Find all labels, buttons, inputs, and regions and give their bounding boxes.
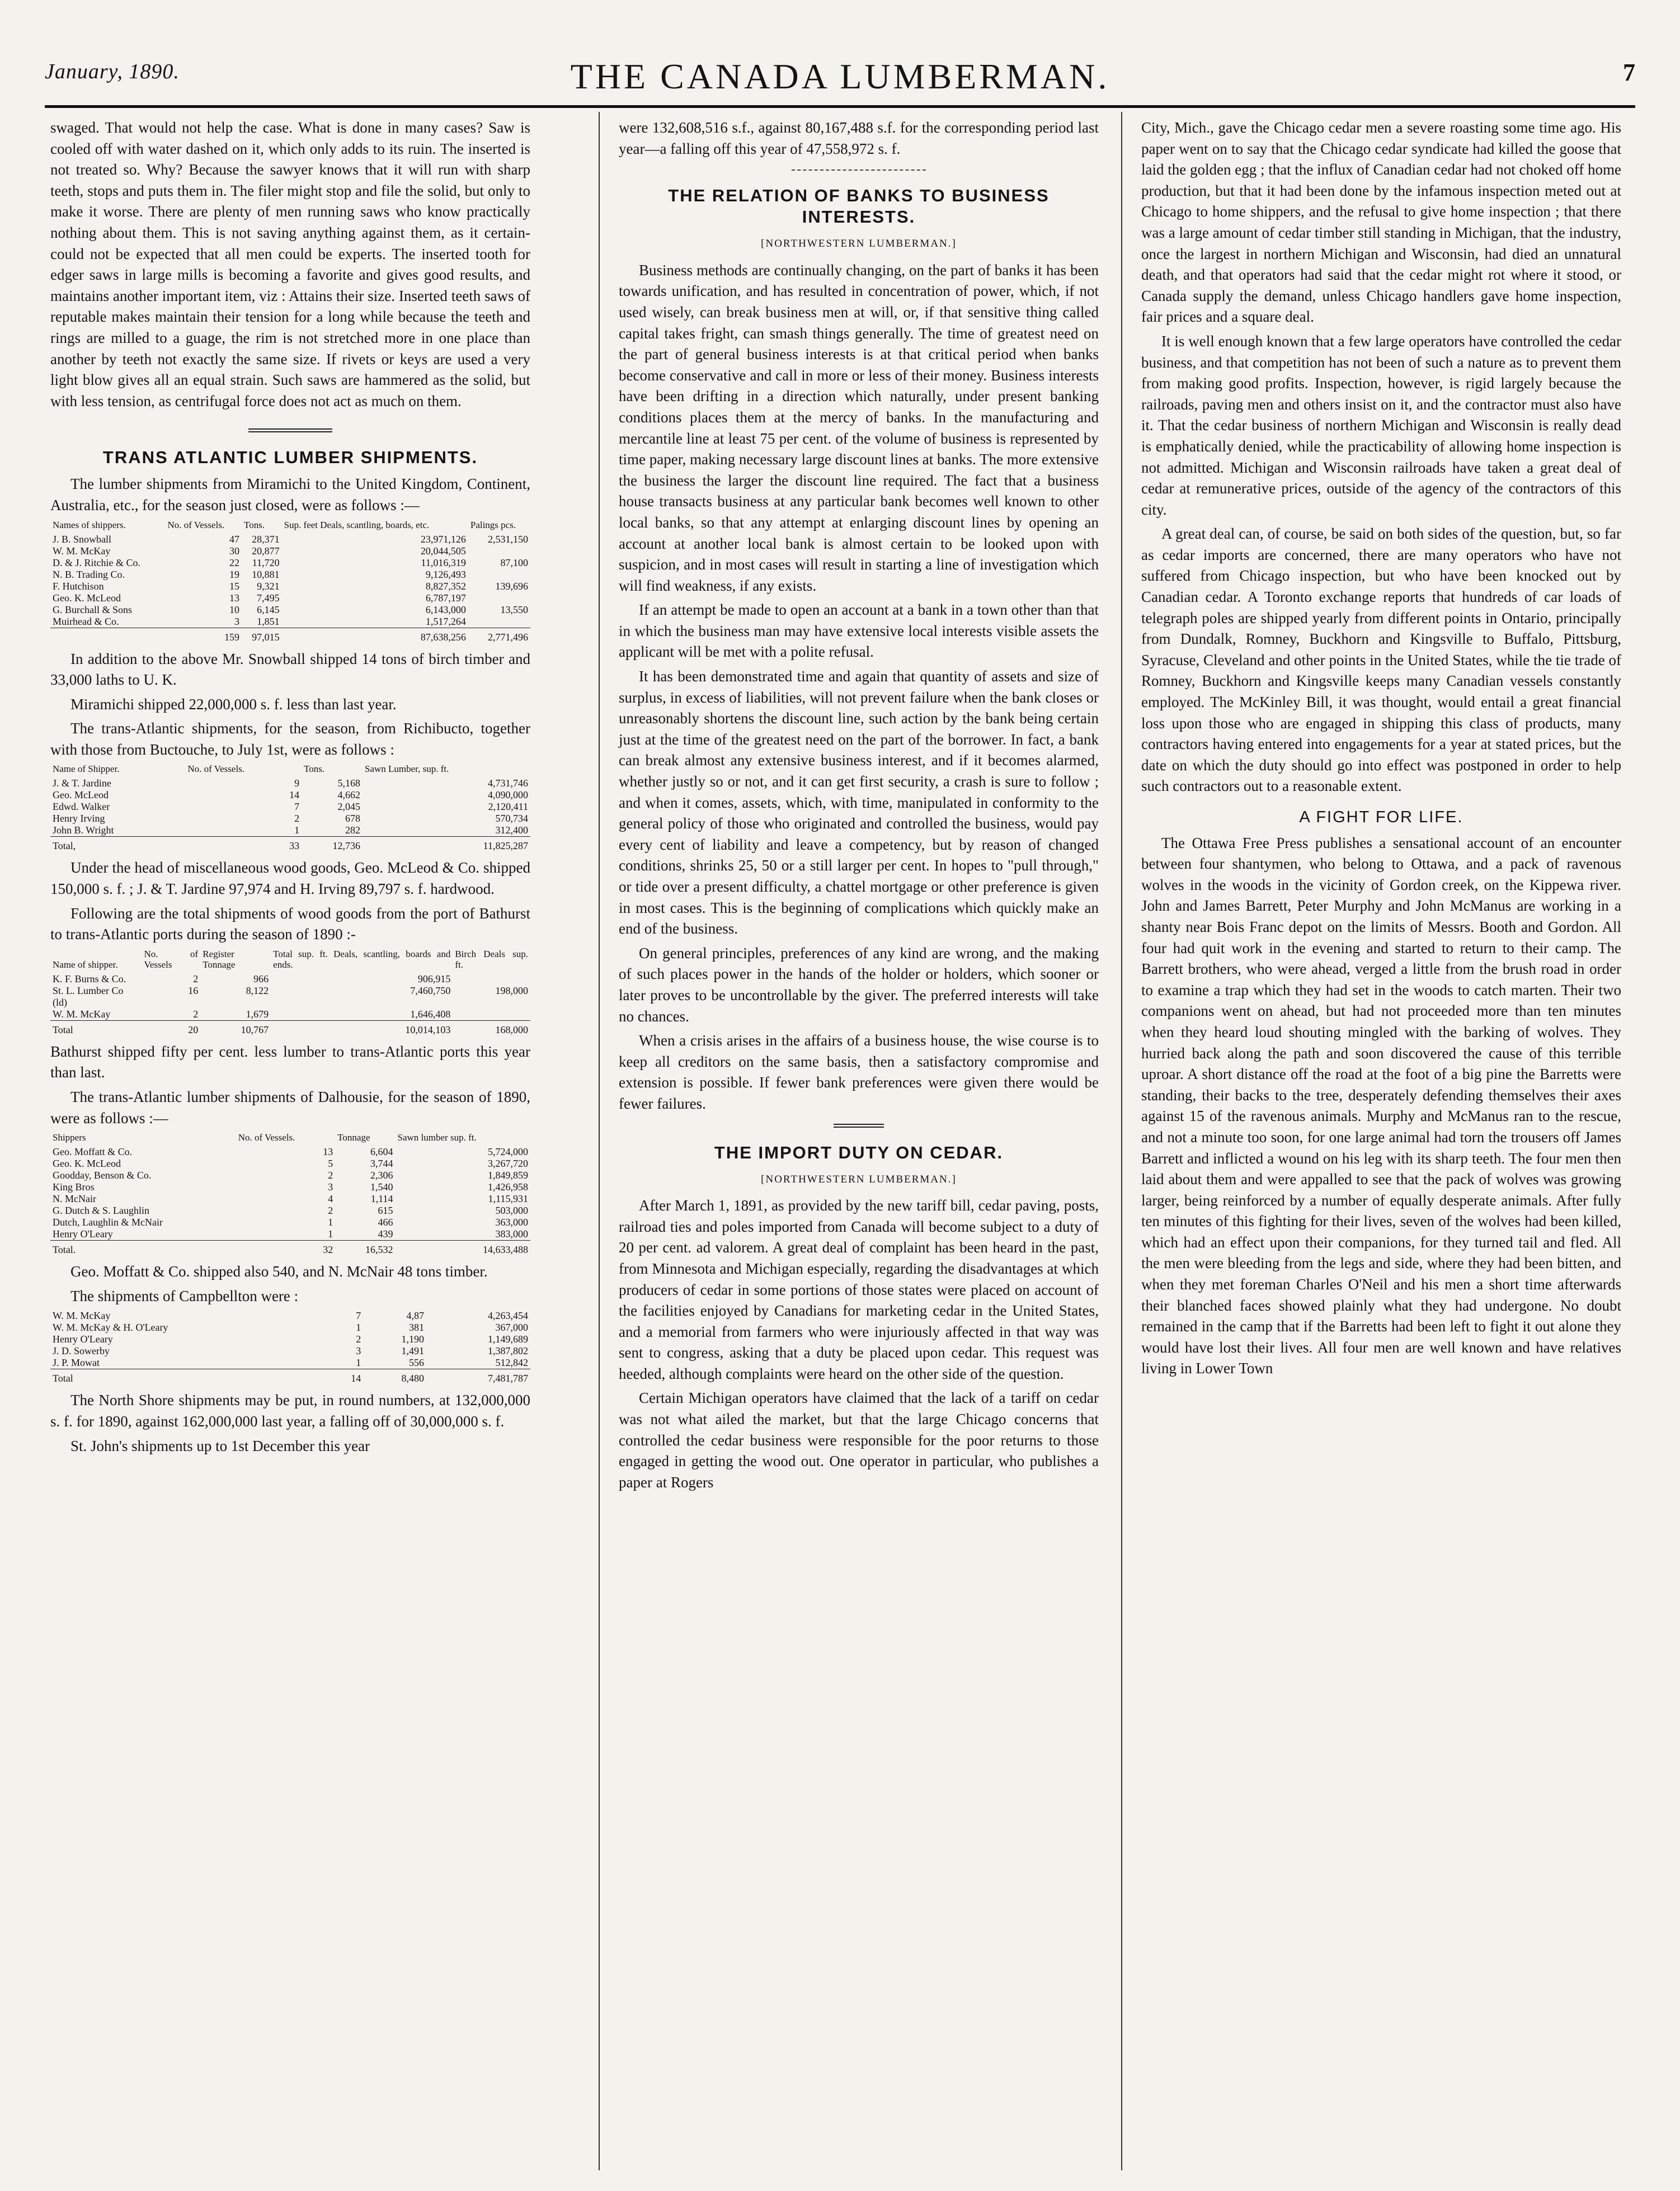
value-cell: 7,495 bbox=[257, 592, 280, 604]
value-cell: 2 bbox=[328, 1205, 333, 1217]
value-cell: 10,014,103 bbox=[271, 1020, 453, 1036]
table-row bbox=[50, 1205, 530, 1217]
shipper-name-cell: St. L. Lumber Co (ld) bbox=[53, 984, 124, 1008]
article-paragraph: The Ottawa Free Press publishes a sensational account of an encounter between four shantymen, who belong to Ottawa, and a pack of ravenous wolves in the woods in the vicinity of Gordon creek, on the Kippewa river. John and James Barrett, Peter Murphy and John McManus are working in a shanty near Bois Franc depot on the limits of Messrs. Booth and Gordon. All four had quit work in the evening and started to return to their camp. The Barrett brothers, who were ahead, verged a little from the brush road in order to examine a trap which they had set in the woods to catch marten. Their two companions went on ahead, but had not proceeded more than ten minutes when they heard loud shouting mingled with the barking of wolves. They hurried back along the path and soon discovered the cause of this terrible uproar. A short distance off the road at the foot of a big pine the Barretts were standing, their backs to the tree, desperately defending themselves their axes against 15 of the ravenous animals. Murphy and McManus ran to the rescue, and not a minute too soon, for one large animal had torn the trousers off James Barrett and inflicted a wound on his leg with its sharp teeth. The four men then laid about them and were appalled to see that the pack of wolves was growing larger, being reinforced by a number of equally desperate animals. After fully ten minutes of this fighting for their lives, seven of the wolves had been killed, which had an effect upon their companions, for they turned tail and fled. All the men were bleeding from the legs and side, where they had been bitten, and when they met foreman Charles O'Neil and his men a short time afterwards their blanched faces showed plainly what they had undergone. No doubt remained in the camp that if the Barretts had been left to fight it out alone they would have lost their lives. All four men are well known and have relatives living in Lower Town bbox=[1141, 834, 1621, 1377]
table-header: Shippers bbox=[53, 1132, 86, 1143]
shipper-name-cell: F. Hutchison bbox=[53, 580, 104, 592]
table-header: Total sup. ft. Deals, scantling, boards and ends. bbox=[273, 948, 451, 970]
value-cell: 11,825,287 bbox=[363, 837, 530, 852]
table-header: Name of shipper. bbox=[53, 959, 118, 970]
article-paragraph: were 132,608,516 s.f., against 80,167,488 s.f. for the corresponding period last year—a falling off this year of 47,558,972 s. f. bbox=[619, 119, 1099, 157]
table-header: Tons. bbox=[244, 519, 265, 530]
value-cell: 7,460,750 bbox=[410, 984, 451, 996]
article-paragraph: Miramichi shipped 22,000,000 s. f. less than last year. bbox=[70, 695, 397, 713]
shipper-name-cell: Geo. K. McLeod bbox=[53, 1158, 121, 1170]
value-cell: 10 bbox=[229, 604, 239, 615]
article-paragraph: Geo. Moffatt & Co. shipped also 540, and N. McNair 48 tons timber. bbox=[70, 1263, 488, 1280]
value-cell: 23,971,126 bbox=[420, 533, 466, 545]
table-total-row bbox=[50, 1241, 530, 1256]
value-cell: 4,731,746 bbox=[488, 778, 528, 789]
value-cell: 87,638,256 bbox=[282, 628, 468, 643]
table-total-row bbox=[50, 1369, 530, 1385]
article-paragraph: City, Mich., gave the Chicago cedar men a severe roasting some time ago. His paper went on to say that the Chicago cedar syndicate had killed the goose that laid the golden egg ; that the influx of Canadian cedar had not choked off home production, but that it had been done by the infamous inspection meted out at Chicago to home shippers, and the refusal to give home inspection ; that there was a large amount of cedar timber still standing in Michigan, that the industry, once the largest in northern Michigan and Wisconsin, had died an unnatural death, and that operators had said that the cedar might rot where it stood, or Canada supply the demand, unless Chicago handlers gave home inspection, fair prices and a square deal. bbox=[1141, 119, 1621, 326]
table-total-row bbox=[50, 1020, 530, 1036]
column-divider bbox=[1121, 112, 1122, 2170]
value-cell: 5,168 bbox=[337, 778, 360, 789]
article-source: [NORTHWESTERN LUMBERMAN.] bbox=[761, 238, 957, 250]
value-cell: 159 bbox=[165, 628, 242, 643]
value-cell: 312,400 bbox=[495, 824, 528, 836]
article-paragraph: When a crisis arises in the affairs of a business house, the wise course is to keep all creditors on the same basis, then a satisfactory compromise and extension is possible. If fewer bank preferences were given there would be fewer failures. bbox=[619, 1032, 1099, 1112]
miramichi-shipments-table bbox=[50, 520, 530, 643]
newspaper-title: THE CANADA LUMBERMAN. bbox=[570, 56, 1110, 96]
value-cell: 1,426,958 bbox=[488, 1181, 528, 1193]
value-cell: 4,662 bbox=[337, 789, 360, 801]
value-cell: 5,724,000 bbox=[488, 1146, 528, 1158]
value-cell bbox=[468, 545, 530, 557]
value-cell: 8,122 bbox=[246, 984, 269, 996]
article-paragraph: Bathurst shipped fifty per cent. less lumber to trans-Atlantic ports this year than last. bbox=[50, 1043, 530, 1081]
value-cell: 512,842 bbox=[495, 1357, 528, 1369]
value-cell: 14 bbox=[289, 789, 300, 801]
table-row bbox=[50, 1217, 530, 1228]
table-header: Tonnage bbox=[337, 1132, 370, 1143]
value-cell: 4 bbox=[328, 1193, 333, 1205]
value-cell: 22 bbox=[229, 557, 239, 568]
table-row bbox=[50, 824, 530, 837]
value-cell: 10,881 bbox=[252, 568, 280, 580]
value-cell: 47 bbox=[229, 533, 239, 545]
table-row bbox=[50, 557, 530, 569]
value-cell: 6,145 bbox=[257, 604, 280, 615]
shipper-name-cell: W. M. McKay bbox=[53, 545, 111, 557]
shipper-name-cell: G. Burchall & Sons bbox=[53, 604, 132, 615]
value-cell: 16 bbox=[188, 984, 199, 996]
value-cell: 198,000 bbox=[495, 984, 528, 996]
richibucto-shipments-table bbox=[50, 764, 530, 852]
table-row bbox=[50, 1322, 530, 1334]
table-row bbox=[50, 581, 530, 592]
table-row bbox=[50, 616, 530, 628]
value-cell: 13,550 bbox=[500, 604, 528, 615]
bathurst-shipments-table bbox=[50, 949, 530, 1036]
value-cell: 2,045 bbox=[337, 801, 360, 813]
shipper-name-cell: Edwd. Walker bbox=[53, 801, 110, 813]
value-cell: 11,016,319 bbox=[421, 557, 466, 568]
table-row bbox=[50, 545, 530, 557]
article-paragraph: Following are the total shipments of wood goods from the port of Bathurst to trans-Atlantic ports during the season of 1890 :- bbox=[50, 904, 530, 943]
shipper-name-cell: J. B. Snowball bbox=[53, 533, 112, 545]
value-cell: 2 bbox=[193, 973, 199, 984]
article-paragraph: The North Shore shipments may be put, in round numbers, at 132,000,000 s. f. for 1890, against 162,000,000 last year, a falling off of 30,000,000 s. f. bbox=[50, 1392, 530, 1430]
value-cell: 1,540 bbox=[370, 1181, 393, 1193]
value-cell: 2,306 bbox=[370, 1170, 393, 1181]
table-row bbox=[50, 1170, 530, 1181]
value-cell: 5 bbox=[328, 1158, 333, 1170]
value-cell: 439 bbox=[378, 1228, 393, 1240]
value-cell: 30 bbox=[229, 545, 239, 557]
shipper-name-cell: Henry O'Leary bbox=[53, 1228, 113, 1240]
shipper-name-cell: Goodday, Benson & Co. bbox=[53, 1170, 152, 1181]
value-cell: 2,120,411 bbox=[488, 801, 528, 813]
column-2 bbox=[619, 117, 1099, 1496]
article-heading-transatlantic: TRANS ATLANTIC LUMBER SHIPMENTS. bbox=[102, 447, 478, 468]
value-cell: 15 bbox=[229, 580, 239, 592]
value-cell: 12,736 bbox=[302, 837, 363, 852]
shipper-name-cell: Total bbox=[50, 1369, 330, 1385]
value-cell: 11,720 bbox=[252, 557, 280, 568]
shipper-name-cell: Total. bbox=[50, 1241, 236, 1256]
shipper-name-cell: Geo. Moffatt & Co. bbox=[53, 1146, 133, 1158]
value-cell: 3 bbox=[356, 1345, 361, 1357]
value-cell: 2,531,150 bbox=[488, 533, 528, 545]
dalhousie-shipments-table bbox=[50, 1132, 530, 1256]
table-row bbox=[50, 973, 530, 985]
shipper-name-cell: John B. Wright bbox=[53, 824, 114, 836]
value-cell: 10,767 bbox=[200, 1020, 271, 1036]
value-cell: 14,633,488 bbox=[396, 1241, 530, 1256]
value-cell: 1,849,859 bbox=[488, 1170, 528, 1181]
table-header: Name of Shipper. bbox=[53, 764, 120, 775]
article-paragraph: It has been demonstrated time and again that quantity of assets and size of surplus, in excess of liabilities, will not prevent failure when the bank closes or unreasonably shortens the discount line, such action by the bank being certain just at the time of the greatest need on the part of the borrower. In fact, a bank can break almost any extensive business interest, and if it becomes alarmed, whether justly so or not, and it can get first security, a crash is sure to follow ; and when it comes, assets, which, with time, manipulated in conformity to the general policy of those who originated and controlled the business, would pay every cent of liability and leave a competency, but by reason of changed conditions, shrinks 25, 50 or a still larger per cent. In hopes to "pull through," or tide over a present difficulty, a chattel mortgage or other preference is given in most cases. This is the beginning of complications which quickly make an end of the business. bbox=[619, 668, 1099, 937]
value-cell: 2 bbox=[294, 813, 300, 824]
value-cell: 2 bbox=[193, 1008, 199, 1020]
section-divider bbox=[792, 169, 926, 171]
column-3 bbox=[1141, 117, 1621, 1383]
value-cell: 367,000 bbox=[495, 1322, 528, 1334]
value-cell: 7 bbox=[294, 801, 300, 813]
value-cell: 282 bbox=[345, 824, 360, 836]
value-cell: 97,015 bbox=[242, 628, 282, 643]
article-paragraph: In addition to the above Mr. Snowball shipped 14 tons of birch timber and 33,000 laths to U. K. bbox=[50, 650, 530, 689]
value-cell: 1,149,689 bbox=[488, 1334, 528, 1345]
value-cell: 966 bbox=[253, 973, 269, 984]
value-cell bbox=[468, 616, 530, 628]
table-header: Sawn lumber sup. ft. bbox=[397, 1132, 477, 1143]
article-paragraph: The trans-Atlantic lumber shipments of Dalhousie, for the season of 1890, were as follows :— bbox=[50, 1089, 530, 1127]
value-cell: 1 bbox=[356, 1357, 361, 1369]
shipper-name-cell: W. M. McKay bbox=[53, 1008, 111, 1020]
table-row bbox=[50, 604, 530, 616]
value-cell: 1,387,802 bbox=[488, 1345, 528, 1357]
table-header: No. of Vessels. bbox=[187, 764, 245, 775]
shipper-name-cell: G. Dutch & S. Laughlin bbox=[53, 1205, 149, 1217]
value-cell: 556 bbox=[408, 1357, 424, 1369]
value-cell: 9,321 bbox=[257, 580, 280, 592]
value-cell: 168,000 bbox=[453, 1020, 530, 1036]
value-cell: 503,000 bbox=[495, 1205, 528, 1217]
shipper-name-cell: W. M. McKay bbox=[53, 1310, 111, 1322]
value-cell: 13 bbox=[229, 592, 239, 604]
value-cell: 1 bbox=[356, 1322, 361, 1334]
value-cell: 32 bbox=[236, 1241, 336, 1256]
value-cell: 363,000 bbox=[495, 1217, 528, 1228]
shipper-name-cell: W. M. McKay & H. O'Leary bbox=[53, 1322, 168, 1334]
value-cell: 906,915 bbox=[417, 973, 451, 984]
saws-article-paragraph: swaged. That would not help the case. What is done in many cases? Saw is cooled off with water dashed on it, which only adds to its ruin. The inserted is not treated so. Why? Because the sawyer knows that it will run with sharp teeth, stops and puts them in. The filer might stop and file the solid, but only to make it worse. There are plenty of men running saws who know practically nothing about them. This is not saving anything against them, as it certain-could not be expected that all men could be experts. The inserted tooth for edger saws in large mills is becoming a favorite and gives good results, and maintains another important item, viz : Attains their size. Inserted teeth saws of reputable makes maintain their tension for a long while because the teeth and rings are milled to a guage, the rim is not stretched more in one place than another by teeth not exactly the same size. If rivets or keys are used a very light blow gives all an equal strain. Such saws are hammered as the solid, but with less tension, as centrifugal force does not act as much on them. bbox=[50, 119, 530, 409]
table-row bbox=[50, 1357, 530, 1369]
shipper-name-cell: Geo. McLeod bbox=[53, 789, 109, 801]
article-heading-banks: THE RELATION OF BANKS TO BUSINESS INTERESTS. bbox=[668, 186, 1050, 227]
shipper-name-cell: D. & J. Ritchie & Co. bbox=[53, 557, 140, 568]
value-cell: 6,604 bbox=[370, 1146, 393, 1158]
table-row bbox=[50, 1146, 530, 1158]
shipper-name-cell: Geo. K. McLeod bbox=[53, 592, 121, 604]
table-row bbox=[50, 813, 530, 824]
section-divider bbox=[834, 1124, 884, 1128]
value-cell: 1,851 bbox=[257, 615, 280, 627]
table-row bbox=[50, 1181, 530, 1193]
value-cell: 6,143,000 bbox=[425, 604, 466, 615]
shipper-name-cell: Total bbox=[50, 1020, 142, 1036]
article-paragraph: Under the head of miscellaneous wood goods, Geo. McLeod & Co. shipped 150,000 s. f. ; J. & T. Jardine 97,974 and H. Irving 89,797 s. f. hardwood. bbox=[50, 859, 530, 898]
value-cell: 9 bbox=[294, 778, 300, 789]
article-heading-cedar: THE IMPORT DUTY ON CEDAR. bbox=[714, 1142, 1004, 1162]
value-cell: 7,481,787 bbox=[426, 1369, 530, 1385]
value-cell: 19 bbox=[229, 568, 239, 580]
value-cell bbox=[468, 569, 530, 581]
table-row bbox=[50, 789, 530, 801]
table-row bbox=[50, 534, 530, 545]
article-paragraph: Business methods are continually changing, on the part of banks it has been towards unification, and has resulted in concentration of power, which, if not used wisely, can break business men at will, or, if that sensitive thing called capital takes fright, can smash things generally. The time of greatest need on the part of general business interests is at that critical period when banks become conservative and call in more or less of their money. Business interests have been drifting in a direction which naturally, under present banking conditions places them at the mercy of banks. In the manufacturing and mercantile line at least 75 per cent. of the volume of business is represented by time paper, making necessary large discount lines at banks. The more extensive the business the larger the discount line required. The fact that a business house transacts business at any particular bank becomes well known to other local banks, so that any attempt at enlarging discount lines by opening an account at another local bank is almost certain to be looked upon with suspicion, and in most cases will result in starting a line of investigation which will find weakness, if any exists. bbox=[619, 261, 1099, 594]
campbellton-shipments-table bbox=[50, 1310, 530, 1384]
value-cell: 20,044,505 bbox=[420, 545, 466, 557]
shipper-name-cell: King Bros bbox=[53, 1181, 95, 1193]
section-divider bbox=[248, 428, 332, 432]
value-cell: 1,517,264 bbox=[425, 615, 466, 627]
article-paragraph: The lumber shipments from Miramichi to the United Kingdom, Continent, Australia, etc., for the season just closed, were as follows :— bbox=[50, 475, 530, 513]
table-row bbox=[50, 985, 530, 1009]
table-header: Register Tonnage bbox=[203, 948, 236, 970]
table-total-row bbox=[50, 628, 530, 643]
value-cell: 139,696 bbox=[495, 580, 528, 592]
value-cell: 4,87 bbox=[406, 1310, 424, 1322]
table-row bbox=[50, 1345, 530, 1357]
value-cell: 20,877 bbox=[252, 545, 280, 557]
value-cell: 28,371 bbox=[252, 533, 280, 545]
value-cell: 1,114 bbox=[370, 1193, 393, 1205]
value-cell: 3,267,720 bbox=[488, 1158, 528, 1170]
shipper-name-cell: Henry Irving bbox=[53, 813, 105, 824]
table-row bbox=[50, 592, 530, 604]
table-row bbox=[50, 569, 530, 581]
masthead-rule bbox=[45, 105, 1635, 108]
value-cell: 1,646,408 bbox=[410, 1008, 451, 1020]
value-cell: 3 bbox=[234, 615, 239, 627]
value-cell: 33 bbox=[185, 837, 302, 852]
shipper-name-cell: J. P. Mowat bbox=[53, 1357, 100, 1369]
table-row bbox=[50, 1009, 530, 1021]
article-paragraph: A great deal can, of course, be said on both sides of the question, but, so far as cedar imports are concerned, there are many operators who have not suffered from Chicago inspection, but who have been knocked out by Canadian cedar. A Toronto exchange reports that hundreds of car loads of telegraph poles are shipped yearly from different points in Ontario, principally from Dundalk, Romney, Buckhorn and Kingsville to Buffalo, Pittsburg, Syracuse, Cleveland and other points in the United States, while the tie trade of Romney, Buckhorn and Kingsville keeps many Canadian vessels constantly employed. The McKinley Bill, it was thought, would entail a great financial loss upon those who are engaged in shipping this class of products, many contractors having entered into engagements for a year at stated prices, but the date on which the duty should go into effect was postponed in order to help such contractors out to a reasonable extent. bbox=[1141, 525, 1621, 795]
table-header: Names of shippers. bbox=[53, 519, 126, 530]
value-cell: 381 bbox=[408, 1322, 424, 1334]
value-cell: 87,100 bbox=[500, 557, 528, 568]
shipper-name-cell: Muirhead & Co. bbox=[53, 615, 119, 627]
value-cell: 3 bbox=[328, 1181, 333, 1193]
page-number: 7 bbox=[1623, 59, 1635, 86]
table-row bbox=[50, 1334, 530, 1345]
value-cell: 570,734 bbox=[495, 813, 528, 824]
article-source: [NORTHWESTERN LUMBERMAN.] bbox=[761, 1173, 957, 1185]
article-paragraph: On general principles, preferences of any kind are wrong, and the making of such places power in the hands of the holder or holders, which sooner or later proves to be uncontrollable by the giver. The preferred interests will take no chances. bbox=[619, 944, 1099, 1025]
article-paragraph: The trans-Atlantic shipments, for the season, from Richibucto, together with those from Buctouche, to July 1st, were as follows : bbox=[50, 720, 530, 758]
value-cell: 13 bbox=[323, 1146, 333, 1158]
value-cell: 1 bbox=[328, 1228, 333, 1240]
value-cell: 2,771,496 bbox=[468, 628, 530, 643]
value-cell: 383,000 bbox=[495, 1228, 528, 1240]
article-paragraph: If an attempt be made to open an account at a bank in a town other than that in which the business man may have extensive local interests visible assets the applicant will be met with a polite refusal. bbox=[619, 601, 1099, 661]
table-row bbox=[50, 1310, 530, 1322]
table-header: No. of Vessels. bbox=[238, 1132, 295, 1143]
value-cell: 1,190 bbox=[401, 1334, 424, 1345]
value-cell: 4,263,454 bbox=[488, 1310, 528, 1322]
value-cell: 1 bbox=[294, 824, 300, 836]
column-1 bbox=[50, 117, 530, 1460]
table-header: Sup. feet Deals, scantling, boards, etc. bbox=[284, 519, 430, 530]
value-cell: 3,744 bbox=[370, 1158, 393, 1170]
value-cell: 1,679 bbox=[246, 1008, 269, 1020]
table-total-row bbox=[50, 837, 530, 852]
value-cell: 2 bbox=[356, 1334, 361, 1345]
shipper-name-cell: J. & T. Jardine bbox=[53, 778, 111, 789]
value-cell: 2 bbox=[328, 1170, 333, 1181]
shipper-name-cell: Henry O'Leary bbox=[53, 1334, 113, 1345]
value-cell: 4,090,000 bbox=[488, 789, 528, 801]
table-header: Tons. bbox=[304, 764, 325, 775]
column-divider bbox=[599, 112, 600, 2170]
value-cell: 14 bbox=[330, 1369, 363, 1385]
article-heading-fight: A FIGHT FOR LIFE. bbox=[1299, 808, 1463, 826]
table-header: No. of Vessels. bbox=[167, 519, 225, 530]
shipper-name-cell: N. McNair bbox=[53, 1193, 96, 1205]
table-row bbox=[50, 1158, 530, 1170]
article-paragraph: It is well enough known that a few large operators have controlled the cedar business, and that competition has not been of such a nature as to prevent them from making good profits. Inspection, however, is rigid largely because the railroads, paving men and others insist on it, and the contractor must also have it. That the cedar business of northern Michigan and Wisconsin is really dead is emphatically denied, while the practicability of allowing home inspection is not admitted. Michigan and Wisconsin railroads have taken a great deal of cedar at remunerative prices, outside of the agency of the contractors of this city. bbox=[1141, 332, 1621, 518]
shipper-name-cell: N. B. Trading Co. bbox=[53, 568, 125, 580]
issue-date: January, 1890. bbox=[45, 60, 180, 83]
shipper-name-cell: J. D. Sowerby bbox=[53, 1345, 110, 1357]
table-header: Birch Deals sup. ft. bbox=[455, 948, 528, 970]
value-cell: 16,532 bbox=[335, 1241, 395, 1256]
table-row bbox=[50, 1193, 530, 1205]
shipper-name-cell: K. F. Burns & Co. bbox=[53, 973, 126, 984]
shipper-name-cell: Total, bbox=[50, 837, 185, 852]
table-header: Sawn Lumber, sup. ft. bbox=[364, 764, 449, 775]
value-cell: 20 bbox=[142, 1020, 200, 1036]
value-cell: 6,787,197 bbox=[425, 592, 466, 604]
value-cell: 1 bbox=[328, 1217, 333, 1228]
value-cell: 8,827,352 bbox=[425, 580, 466, 592]
value-cell: 9,126,493 bbox=[425, 568, 466, 580]
table-row bbox=[50, 801, 530, 813]
article-paragraph: The shipments of Campbellton were : bbox=[70, 1287, 299, 1304]
value-cell: 615 bbox=[378, 1205, 393, 1217]
article-paragraph: After March 1, 1891, as provided by the new tariff bill, cedar paving, posts, railroad ties and poles imported from Canada will become subject to a duty of 20 per cent. ad valorem. A great deal of complaint has been heard in the past, from Minnesota and Michigan especially, regarding the disadvantages at which producers of cedar in some portions of those states were placed on account of the facilities enjoyed by Canadians for marketing cedar in the United States, and a memorial from farmers who were injuriously affected in that way was sent to congress, asking that a duty be placed upon cedar. This request was heeded, although complaints were heard on the other side of the question. bbox=[619, 1197, 1099, 1382]
value-cell: 8,480 bbox=[363, 1369, 426, 1385]
value-cell: 466 bbox=[378, 1217, 393, 1228]
value-cell bbox=[453, 973, 530, 985]
value-cell: 1,115,931 bbox=[488, 1193, 528, 1205]
shipper-name-cell bbox=[50, 628, 165, 643]
value-cell: 7 bbox=[356, 1310, 361, 1322]
masthead bbox=[45, 56, 1635, 101]
value-cell bbox=[468, 592, 530, 604]
value-cell bbox=[453, 1009, 530, 1021]
value-cell: 678 bbox=[345, 813, 360, 824]
shipper-name-cell: Dutch, Laughlin & McNair bbox=[53, 1217, 163, 1228]
article-paragraph: Certain Michigan operators have claimed that the lack of a tariff on cedar was not what ailed the market, but that the large Chicago concerns that controlled the cedar business were responsible for the poor returns to those engaged in getting the wood out. One operator in particular, who publishes a paper at Rogers bbox=[619, 1389, 1099, 1491]
article-paragraph: St. John's shipments up to 1st December this year bbox=[70, 1437, 370, 1454]
table-row bbox=[50, 1228, 530, 1241]
table-header: Palings pcs. bbox=[470, 519, 516, 530]
table-row bbox=[50, 778, 530, 789]
table-header: No. of Vessels bbox=[144, 948, 199, 970]
value-cell: 1,491 bbox=[401, 1345, 424, 1357]
